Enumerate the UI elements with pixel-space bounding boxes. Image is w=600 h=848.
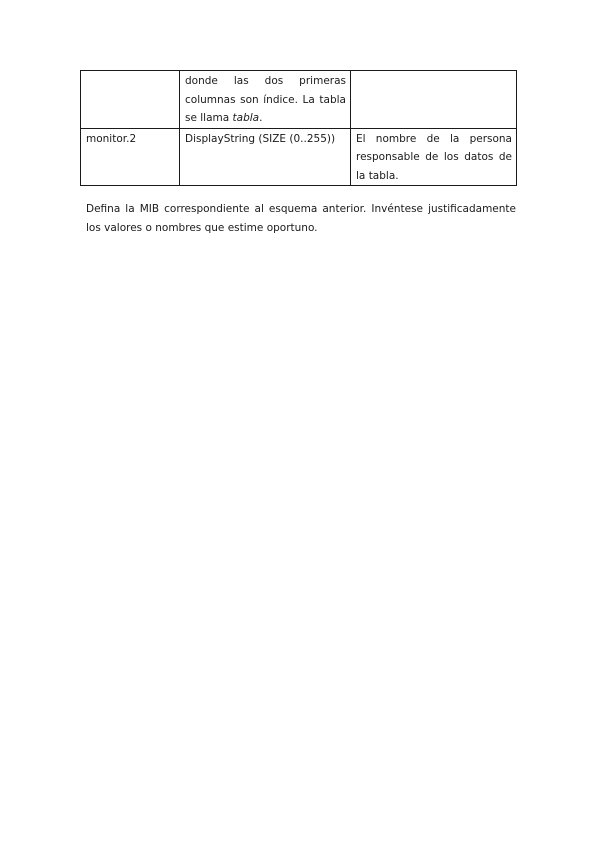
table-cell-description xyxy=(351,71,517,129)
syntax-text-end: . xyxy=(259,112,263,124)
table-row xyxy=(81,71,517,129)
syntax-text: donde las dos primeras columnas son índice. La tabla se llama xyxy=(185,75,346,124)
table-cell-syntax xyxy=(180,71,351,129)
table-cell-syntax: DisplayString (SIZE (0..255)) xyxy=(180,128,351,186)
table-cell-description: El nombre de la persona responsable de los datos de la tabla. xyxy=(351,128,517,186)
instruction-paragraph: Defina la MIB correspondiente al esquema anterior. Invéntese justificadamente los valores o nombres que estime oportuno. xyxy=(86,203,516,234)
table-cell-oid: monitor.2 xyxy=(81,128,180,186)
table-cell-oid xyxy=(81,71,180,129)
table-name-italic: tabla xyxy=(232,112,260,124)
table-row xyxy=(81,128,517,186)
mib-definition-table xyxy=(80,70,517,186)
